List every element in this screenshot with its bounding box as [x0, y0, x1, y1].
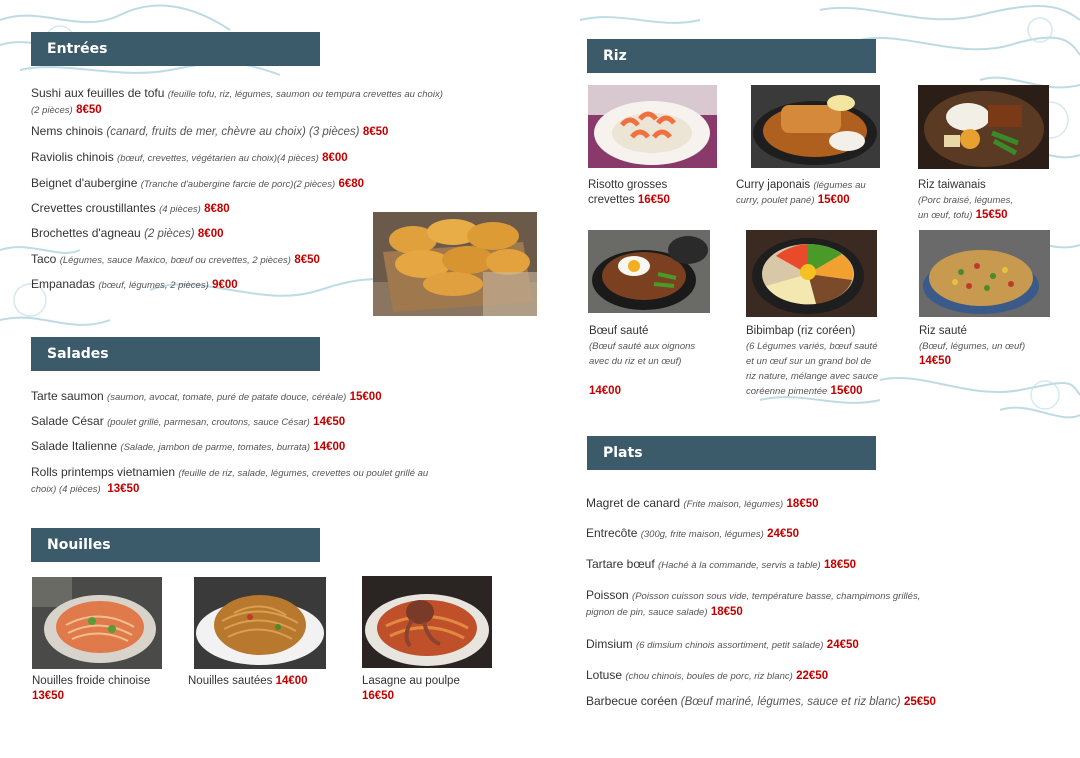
menu-item: Rolls printemps vietnamien (feuille de riz, salade, légumes, crevettes ou poulet grillé au choix) (4 pièces) 13€50 [31, 465, 429, 495]
riz-item-caption: Curry japonais (légumes au curry, poulet pané) 15€00 [736, 179, 866, 206]
riz-item-caption: Bœuf sauté (Bœuf sauté aux oignons avec du riz et un œuf) 14€00 [589, 325, 696, 397]
menu-item: Lotuse (chou chinois, boules de porc, riz blanc) 22€50 [586, 668, 829, 682]
riz-item-caption: Bibimbap (riz coréen) (6 Légumes variés, bœuf sauté et un œuf sur un grand bol de riz nature, mélange avec sauce coréenne pimentée 15€00 [746, 325, 879, 397]
boeuf-saute-photo [588, 230, 710, 313]
menu-item: Taco (Légumes, sauce Maxico, bœuf ou crevettes, 2 pièces) 8€50 [31, 252, 320, 266]
menu-item: Entrecôte (300g, frite maison, légumes) 24€50 [586, 526, 800, 540]
menu-item: Magret de canard (Frite maison, légumes) 18€50 [586, 496, 819, 510]
section-header-plats: Plats [587, 436, 876, 470]
curry-japonais-photo [751, 85, 880, 168]
menu-item: Salade Italienne (Salade, jambon de parme, tomates, burrata) 14€00 [31, 439, 346, 453]
section-header-salades: Salades [31, 337, 320, 371]
menu-item: Beignet d'aubergine (Tranche d'aubergine farcie de porc)(2 pièces) 6€80 [31, 176, 365, 190]
bibimbap-photo [746, 230, 877, 317]
section-header-riz: Riz [587, 39, 876, 73]
riz-saute-photo [919, 230, 1050, 317]
menu-item: Tartare bœuf (Haché à la commande, servis a table) 18€50 [586, 557, 857, 571]
menu-item: Raviolis chinois (bœuf, crevettes, végétarien au choix)(4 pièces) 8€00 [31, 150, 348, 164]
riz-item-caption: Risotto grosses crevettes 16€50 [588, 179, 670, 206]
nouilles-item-caption: Lasagne au poulpe 16€50 [362, 675, 460, 702]
menu-item: Salade César (poulet grillé, parmesan, croutons, sauce César) 14€50 [31, 414, 346, 428]
section-header-entrees: Entrées [31, 32, 320, 66]
risotto-photo [588, 85, 717, 168]
empanadas-photo [373, 212, 537, 316]
nouilles-item-caption: Nouilles froide chinoise 13€50 [32, 675, 151, 702]
menu-item: Brochettes d'agneau (2 pièces) 8€00 [31, 226, 224, 240]
nouilles-froide-photo [32, 577, 162, 669]
nouilles-sautees-photo [194, 577, 326, 669]
menu-item: Barbecue coréen (Bœuf mariné, légumes, sauce et riz blanc) 25€50 [586, 694, 936, 708]
menu-item: Nems chinois (canard, fruits de mer, chèvre au choix) (3 pièces) 8€50 [31, 124, 389, 138]
menu-item: Dimsium (6 dimsium chinois assortiment, petit salade) 24€50 [586, 637, 859, 651]
lasagne-poulpe-photo [362, 576, 492, 668]
nouilles-item-caption: Nouilles sautées 14€00 [188, 675, 308, 687]
menu-item: Empanadas (bœuf, légumes, 2 pièces) 9€00 [31, 277, 238, 291]
riz-item-caption: Riz sauté (Bœuf, légumes, un œuf) 14€50 [919, 325, 1026, 367]
menu-item: Poisson (Poisson cuisson sous vide, température basse, champimons grillés, pignon de pin, sauce salade) 18€50 [586, 588, 921, 618]
menu-item: Sushi aux feuilles de tofu (feuille tofu, riz, légumes, saumon ou tempura crevettes au choix) (2 pièces) 8€50 [31, 86, 443, 116]
riz-taiwanais-photo [918, 85, 1049, 169]
riz-item-caption: Riz taiwanais (Porc braisé, légumes, un œuf, tofu) 15€50 [918, 179, 1014, 221]
menu-item: Crevettes croustillantes (4 pièces) 8€80 [31, 201, 230, 215]
section-header-nouilles: Nouilles [31, 528, 320, 562]
menu-item: Tarte saumon (saumon, avocat, tomate, puré de patate douce, céréale) 15€00 [31, 389, 382, 403]
